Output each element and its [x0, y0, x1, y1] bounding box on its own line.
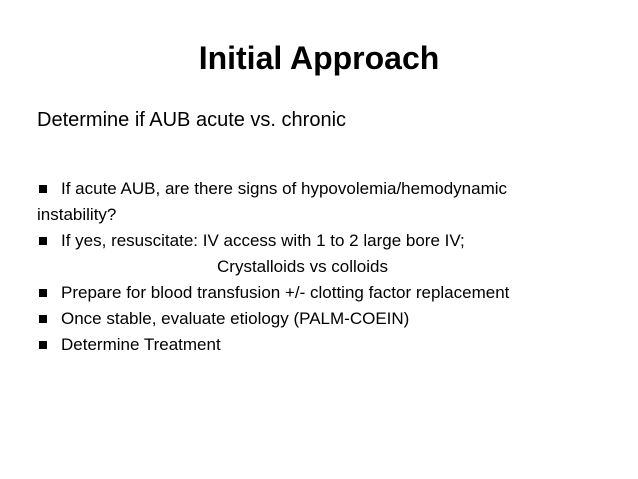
bullet-item [37, 280, 617, 306]
slide-title: Initial Approach [198, 40, 440, 76]
bullet-text: Once stable, evaluate etiology (PALM-COEIN) [61, 309, 410, 328]
square-bullet-icon [39, 289, 47, 297]
bullet-text: If acute AUB, are there signs of hypovolemia/hemodynamic [61, 179, 508, 198]
square-bullet-icon [39, 341, 47, 349]
bullet-text: Determine Treatment [61, 335, 221, 354]
square-bullet-icon [39, 185, 47, 193]
square-bullet-icon [39, 315, 47, 323]
bullet-list [37, 176, 617, 358]
slide-subtitle: Determine if AUB acute vs. chronic [37, 109, 347, 131]
bullet-continuation: Crystalloids vs colloids [217, 257, 388, 276]
bullet-item [37, 228, 617, 254]
bullet-text: Prepare for blood transfusion +/- clotting factor replacement [61, 283, 510, 302]
bullet-continuation: instability? [37, 205, 117, 224]
bullet-item [37, 332, 617, 358]
square-bullet-icon [39, 237, 47, 245]
bullet-item [37, 306, 617, 332]
bullet-item [37, 176, 617, 202]
bullet-text: If yes, resuscitate: IV access with 1 to 2 large bore IV; [61, 231, 465, 250]
